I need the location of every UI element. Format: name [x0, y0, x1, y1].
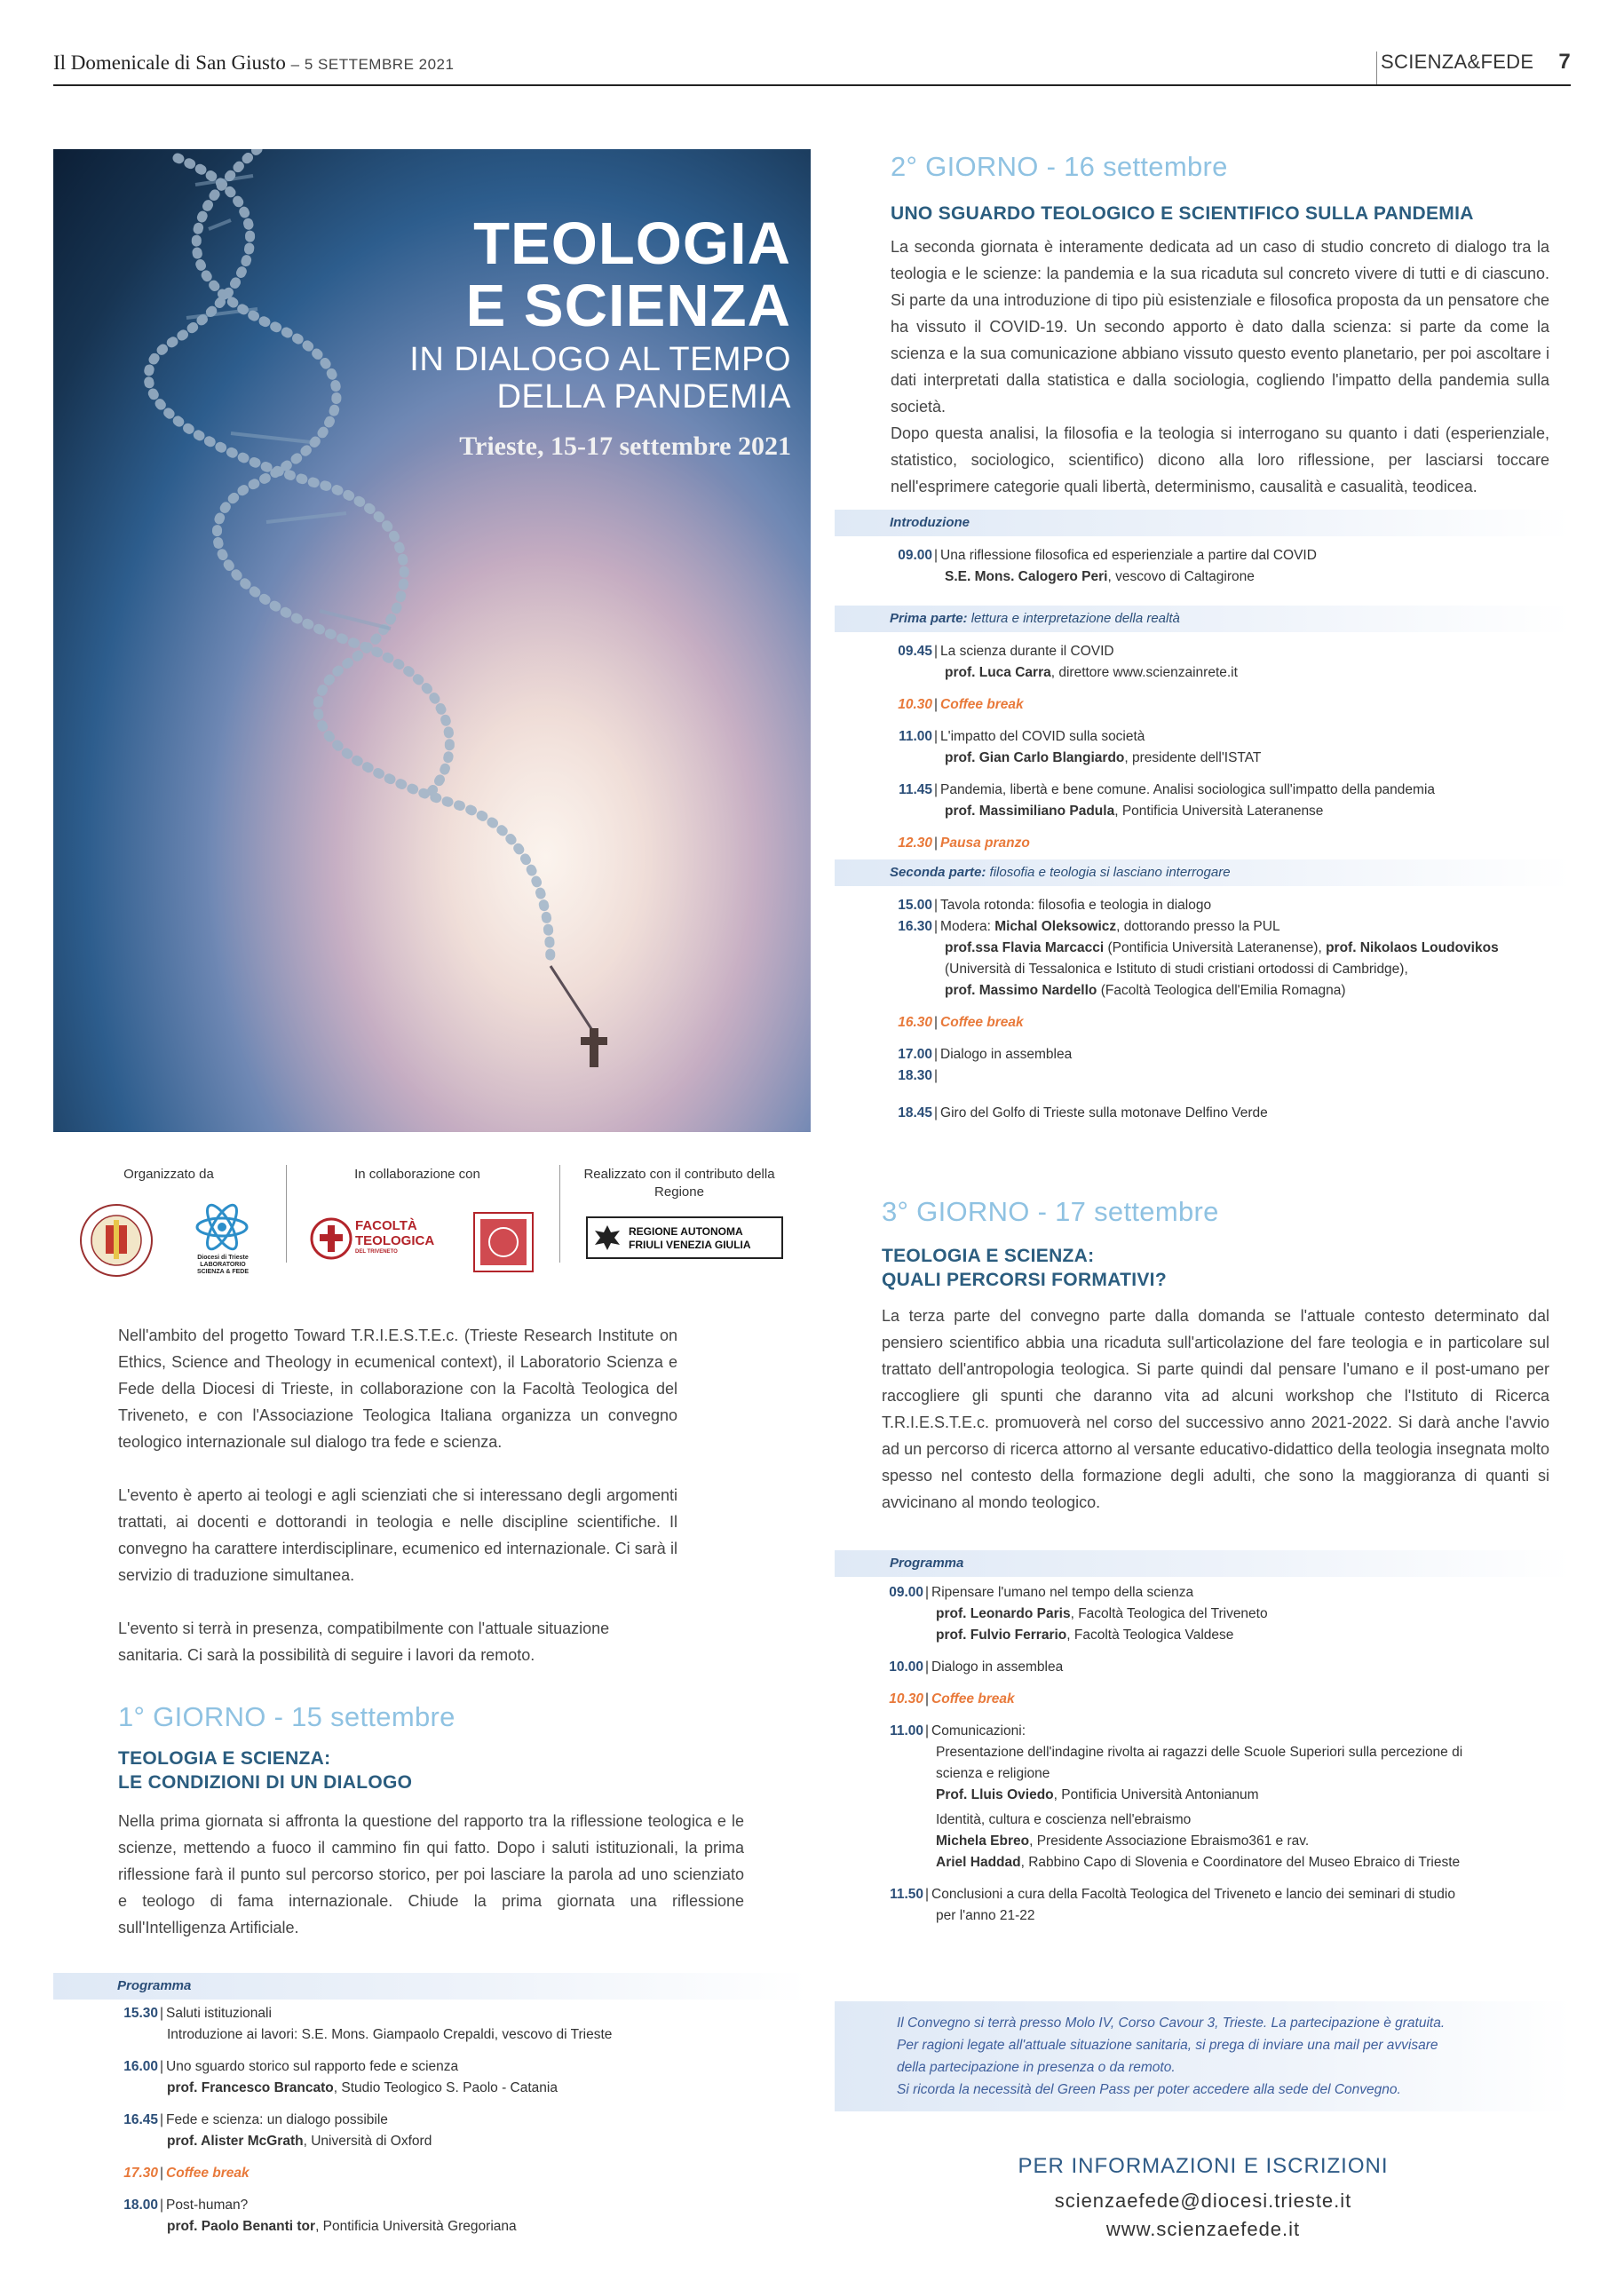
section-label: SCIENZA&FEDE 7: [1381, 50, 1571, 74]
faculty-logo-text: FACOLTÀ TEOLOGICA DEL TRIVENETO: [355, 1218, 435, 1255]
program-row: 11.50 | Conclusioni a cura della Facoltà Teologica del Triveneto e lancio dei seminari di studio: [890, 1887, 1455, 1902]
collaboration-label: In collaborazione con: [354, 1167, 480, 1182]
day2-intro-list: [835, 545, 1572, 588]
day1-program-bar: Programma: [53, 1973, 808, 2000]
region-logo-text: REGIONE AUTONOMA FRIULI VENEZIA GIULIA: [629, 1225, 751, 1251]
contact-email-link[interactable]: scienzaefede@diocesi.trieste.it: [1054, 2190, 1352, 2212]
program-row-sub: prof. Gian Carlo Blangiardo, presidente dell'ISTAT: [945, 750, 1262, 765]
diocese-seal-logo: [76, 1200, 156, 1280]
laboratory-logo-text: Diocesi di Trieste LABORATORIO SCIENZA & FEDE: [196, 1255, 250, 1275]
program-row: 16.00 | Uno sguardo storico sul rapporto fede e scienza: [123, 2059, 459, 2074]
program-row: 09.00 | Una riflessione filosofica ed esperienziale a partire dal COVID: [898, 548, 1317, 563]
issue-date: – 5 SETTEMBRE 2021: [290, 56, 455, 73]
program-row: 16.45 | Fede e scienza: un dialogo possibile: [123, 2112, 388, 2127]
program-row-sub: (Università di Tessalonica e Istituto di studi cristiani ortodossi di Cambridge),: [945, 962, 1408, 977]
program-row-sub: Identità, cultura e coscienza nell'ebraismo: [936, 1812, 1192, 1827]
program-row: 11.00 | L'impatto del COVID sulla società: [899, 729, 1145, 744]
poster-title-line1: TEOLOGIA: [473, 210, 791, 277]
program-row-sub: prof. Francesco Brancato, Studio Teologico S. Paolo - Catania: [167, 2080, 558, 2095]
program-row: 15.00 | Tavola rotonda: filosofia e teologia in dialogo: [898, 898, 1212, 913]
program-row-sub: S.E. Mons. Calogero Peri, vescovo di Caltagirone: [945, 569, 1255, 584]
logo-divider: [286, 1165, 287, 1263]
website-link[interactable]: www.scienzaefede.it: [1105, 2218, 1301, 2240]
header-rule: [53, 84, 1571, 86]
poster-subtitle-line2: DELLA PANDEMIA: [496, 378, 791, 416]
poster-subtitle-line1: IN DIALOGO AL TEMPO: [409, 341, 791, 378]
poster-date: Trieste, 15-17 settembre 2021: [459, 432, 791, 461]
intro-bar: Introduzione: [835, 510, 1572, 536]
day3-program-list: [835, 1582, 1572, 1927]
region-logo: [586, 1216, 783, 1259]
contribution-label: Realizzato con il contributo della Regione: [583, 1167, 775, 1200]
program-row-sub: prof. Leonardo Paris, Facoltà Teologica del Triveneto: [936, 1606, 1268, 1621]
part1-bar: Prima parte: lettura e interpretazione della realtà: [835, 606, 1572, 632]
day1-description: Nella prima giornata si affronta la questione del rapporto tra la riflessione teologica e le scienze, mettendo a fuoco il cammino fin qui fatto. Dopo i saluti istituzionali, la prima riflessione farà il punto sul percorso storico, per poi lasciare la parola ad uno scienziato e teologo di fama internazionale. Chiude la prima giornata una riflessione sull'Intelligenza Artificiale.: [118, 1812, 744, 1936]
program-row-sub: scienza e religione: [936, 1766, 1050, 1781]
organizer-label: Organizzato da: [123, 1167, 214, 1182]
intro-paragraph-1: Nell'ambito del progetto Toward T.R.I.E.S.T.E.c. (Trieste Research Institute on Ethics, Science and Theology in ecumenical context), il Laboratorio Scienza e Fede della Diocesi di Trieste, in collaborazione con la Facoltà Teologica del Triveneto, e con l'Associazione Teologica Italiana organizza un convegno teologico internazionale sul dialogo tra fede e scienza.: [118, 1327, 677, 1451]
program-row: 11.45 | Pandemia, libertà e bene comune. Analisi sociologica sull'impatto della pandemia: [899, 782, 1436, 797]
coffee-break-row: 10.30 | Coffee break: [898, 697, 1024, 712]
day2-paragraph-2: Dopo questa analisi, la filosofia e la teologia si interrogano su quanto i dati (esperienziale, statistico, sociologico, scientifico) dicono alla loro riflessione, per lasciarsi toccare nell'esprimere categorie quali libertà, determinismo, causalità e casualità, teodicea.: [891, 424, 1549, 495]
eagle-icon: [591, 1222, 623, 1254]
faculty-seal-logo: [309, 1215, 353, 1263]
program-row-sub: prof. Fulvio Ferrario, Facoltà Teologica Valdese: [936, 1628, 1234, 1643]
program-row: 15.30 | Saluti istituzionali: [123, 2006, 272, 2021]
coffee-break-row: 10.30 | Coffee break: [889, 1691, 1015, 1707]
program-row: 11.00 | Comunicazioni:: [890, 1723, 1026, 1738]
program-row: 18.00 | Post-human?: [123, 2198, 249, 2213]
logo-divider: [559, 1165, 560, 1263]
event-poster: [53, 149, 811, 1132]
program-row: 18.30 |: [898, 1068, 939, 1083]
day3-description: La terza parte del convegno parte dalla domanda se l'attuale contesto determinato dal pensiero scientifico abbia una ricaduta sull'articolazione del fare teologia e in particolare sul trattato dell'antropologia teologica. Si parte quindi dal pensare l'umano e il post-umano per raccogliere gli spunti che daranno vita ad alcuni workshop che l'Istituto di Ricerca T.R.I.E.S.T.E.c. promuoverà nel corso del successivo anno 2021-2022. Si darà anche l'avvio ad un percorso di ricerca attorno al versante educativo-didattico della teologia insegnata molto spesso nel contesto della formazione degli adulti, che sono la maggioranza di quanti si avvicinano al mondo teologico.: [882, 1307, 1549, 1511]
day1-title: TEOLOGIA E SCIENZA: LE CONDIZIONI DI UN DIALOGO: [118, 1748, 413, 1793]
program-row-sub: Introduzione ai lavori: S.E. Mons. Giampaolo Crepaldi, vescovo di Trieste: [167, 2027, 613, 2042]
program-row-sub: prof. Massimo Nardello (Facoltà Teologica dell'Emilia Romagna): [945, 983, 1346, 998]
part2-bar: Seconda parte: filosofia e teologia si lasciano interrogare: [835, 859, 1572, 886]
day2-title: UNO SGUARDO TEOLOGICO E SCIENTIFICO SULLA PANDEMIA: [891, 203, 1474, 224]
day1-program-list: [53, 2003, 808, 2237]
program-row-sub: Presentazione dell'indagine rivolta ai ragazzi delle Scuole Superiori sulla percezione di: [936, 1745, 1463, 1760]
day3-title: TEOLOGIA E SCIENZA: QUALI PERCORSI FORMATIVI?: [882, 1246, 1167, 1290]
program-row-sub: prof.ssa Flavia Marcacci (Pontificia Università Lateranense), prof. Nikolaos Loudovikos: [945, 940, 1499, 955]
intro-paragraph-3: L'evento si terrà in presenza, compatibilmente con l'attuale situazione sanitaria. Ci sarà la possibilità di seguire i lavori da remoto.: [118, 1620, 610, 1664]
day2-paragraph-1: La seconda giornata è interamente dedicata ad un caso di studio concreto di dialogo tra la teologia e le scienze: la pandemia e la sua ricaduta sul concreto vivere di tutti e di ciascuno. Si parte da una introduzione di tipo più esistenziale e filosofica proposta da un pensatore che ha vissuto il COVID-19. Un secondo apporto è dato dalla scienza: si parte da come la scienza e la sua comunicazione abbiano vissuto questo evento planetario, per poi ascoltare i dati interpretati dalla statistica e dalla sociologia, cogliendo l'impatto della pandemia sulla società.: [891, 238, 1549, 416]
laboratory-atom-logo: [186, 1200, 257, 1254]
program-row-sub: Michela Ebreo, Presidente Associazione Ebraismo361 e rav.: [936, 1833, 1310, 1849]
header-divider: [1376, 51, 1377, 85]
program-row-sub: prof. Alister McGrath, Università di Oxford: [167, 2134, 432, 2149]
program-row-sub: Prof. Lluis Oviedo, Pontificia Università Antonianum: [936, 1787, 1259, 1802]
program-row-sub: prof. Paolo Benanti tor, Pontificia Università Gregoriana: [167, 2219, 517, 2234]
theological-association-logo: [472, 1211, 535, 1273]
coffee-break-row: 16.30 | Coffee break: [898, 1015, 1024, 1030]
venue-note: Il Convegno si terrà presso Molo IV, Corso Cavour 3, Trieste. La partecipazione è gratuita. Per ragioni legate all'attuale situazione sanitaria, si prega di inviare una mail per avvisare della partecipazione in presenza o da remoto. Si ricorda la necessità del Green Pass per poter accedere alla sede del Convegno.: [897, 2016, 1446, 2097]
program-row: 18.45 | Giro del Golfo di Trieste sulla motonave Delfino Verde: [898, 1105, 1268, 1121]
day2-part2-list: [835, 895, 1572, 1124]
program-row: 09.45 | La scienza durante il COVID: [898, 644, 1114, 659]
program-row-sub: prof. Luca Carra, direttore www.scienzainrete.it: [945, 665, 1238, 680]
lunch-break-row: 12.30 | Pausa pranzo: [898, 836, 1030, 851]
program-row-sub: Ariel Haddad, Rabbino Capo di Slovenia e Coordinatore del Museo Ebraico di Trieste: [936, 1855, 1461, 1870]
poster-title-line2: E SCIENZA: [465, 273, 791, 339]
program-row: 10.00 | Dialogo in assemblea: [889, 1659, 1064, 1675]
program-row-sub: per l'anno 21-22: [936, 1908, 1035, 1923]
day2-heading: 2° GIORNO - 16 settembre: [891, 151, 1228, 182]
day1-heading: 1° GIORNO - 15 settembre: [118, 1701, 456, 1732]
program-row: 16.30 | Modera: Michal Oleksowicz, dottorando presso la PUL: [898, 919, 1280, 934]
coffee-break-row: 17.30 | Coffee break: [123, 2166, 250, 2181]
info-heading: PER INFORMAZIONI E ISCRIZIONI: [1018, 2154, 1389, 2178]
page-number: 7: [1558, 50, 1571, 74]
day2-part1-list: [835, 641, 1572, 854]
day3-program-bar: Programma: [835, 1550, 1572, 1577]
intro-paragraph-2: L'evento è aperto ai teologi e agli scienziati che si interessano degli argomenti trattati, ai docenti e dottorandi in teologia e nelle discipline scientifiche. Il convegno ha carattere interdisciplinare, ecumenico ed internazionale. Ci sarà il servizio di traduzione simultanea.: [118, 1486, 677, 1584]
program-row: 17.00 | Dialogo in assemblea: [898, 1047, 1073, 1062]
program-row: 09.00 | Ripensare l'umano nel tempo della scienza: [889, 1585, 1194, 1600]
newspaper-title: Il Domenicale di San Giusto – 5 SETTEMBRE 2021: [53, 51, 455, 74]
day3-heading: 3° GIORNO - 17 settembre: [882, 1196, 1219, 1227]
program-row-sub: prof. Massimiliano Padula, Pontificia Università Lateranense: [945, 804, 1324, 819]
